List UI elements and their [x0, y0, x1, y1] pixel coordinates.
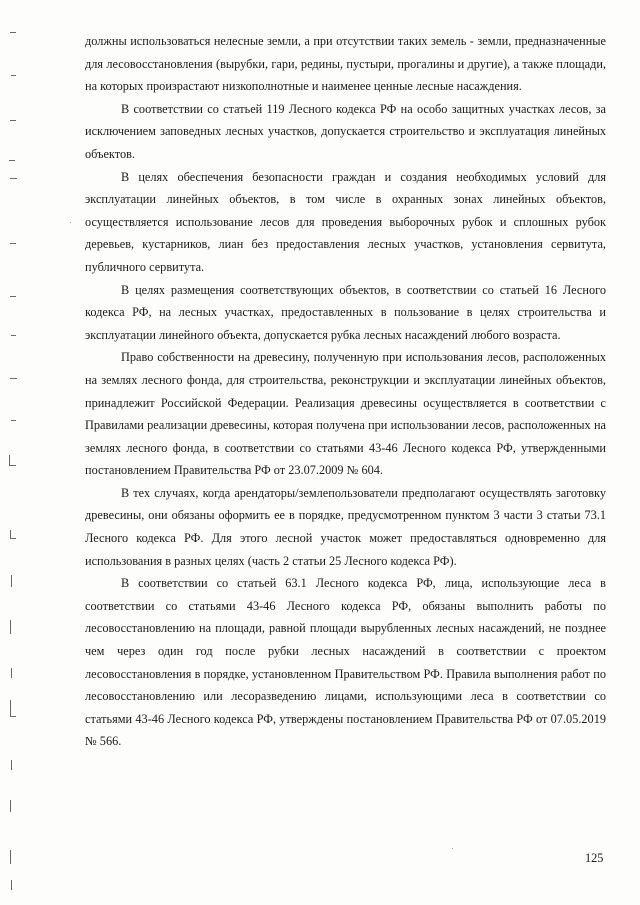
page-number: 125 — [585, 851, 604, 865]
paragraph-1: должны использоваться нелесные земли, а при отсутствии таких земель - земли, предназначенные для лесовосстановления (вырубки, гари, редины, пустыри, прогалины и другие), а также площади, на которых произрастают низкополнотные и наименее ценные лесные насаждения. — [85, 34, 606, 94]
scan-speck — [452, 848, 453, 849]
paragraph-3: В целях обеспечения безопасности граждан и создания необходимых условий для эксплуатации линейных объектов, в том числе в охранных зонах линейных объектов, осуществляется использование лесов для проведения выборочных рубок и сплошных рубок деревьев, кустарников, лиан без предоставления лесных участков, установления сервитута, публичного сервитута. — [85, 169, 606, 274]
scan-speck — [70, 222, 71, 223]
document-body — [85, 30, 606, 753]
paragraph-4: В целях размещения соответствующих объектов, в соответствии со статьей 16 Лесного кодекса РФ, на лесных участках, предоставленных в пользование в целях строительства и эксплуатации линейного объекта, допускается рубка лесных насаждений любого возраста. — [85, 282, 606, 342]
paragraph-6: В тех случаях, когда арендаторы/землепользователи предполагают осуществлять заготовку древесины, они обязаны оформить ее в порядке, предусмотренном пунктом 3 части 3 статьи 73.1 Лесного кодекса РФ. Для этого лесной участок может предоставляться одновременно для использования в разных целях (часть 2 статьи 25 Лесного кодекса РФ). — [85, 485, 606, 568]
paragraph-5: Право собственности на древесину, полученную при использования лесов, расположенных на землях лесного фонда, для строительства, реконструкции и эксплуатации линейных объектов, принадлежит Российской Федерации. Реализация древесины осуществляется в соответствии с Правилами реализации древесины, которая получена при использовании лесов, расположенных на землях лесного фонда, в соответствии со статьями 43-46 Лесного кодекса РФ, утвержденными постановлением Правительства РФ от 23.07.2009 № 604. — [85, 350, 606, 478]
paragraph-7: В соответствии со статьей 63.1 Лесного кодекса РФ, лица, использующие леса в соответствии со статьями 43-46 Лесного кодекса РФ, обязаны выполнить работы по лесовосстановлению на площади, равной площади вырубленных лесных насаждений, не позднее чем через один год после рубки лесных насаждений в соответствии с проектом лесовосстановления в порядке, установленном Правительством РФ. Правила выполнения работ по лесовосстановлению или лесоразведению лицами, использующими леса в соответствии со статьями 43-46 Лесного кодекса РФ, утверждены постановлением Правительства РФ от 07.05.2019 № 566. — [85, 576, 606, 749]
scan-binding-marks — [0, 0, 30, 905]
paragraph-2: В соответствии со статьей 119 Лесного кодекса РФ на особо защитных участках лесов, за исключением заповедных лесных участков, допускается строительство и эксплуатация линейных объектов. — [85, 101, 606, 161]
